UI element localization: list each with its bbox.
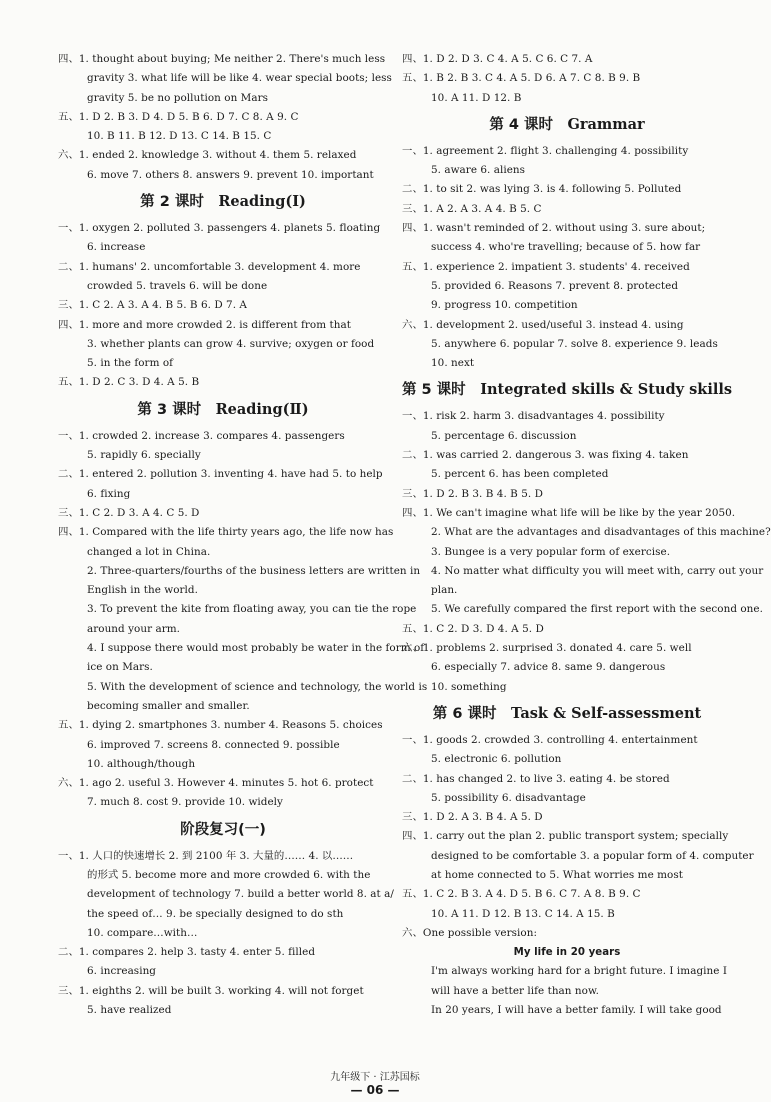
answer-line: 五、1. D 2. C 3. D 4. A 5. B (58, 376, 200, 389)
answer-line: 10. A 11. D 12. B 13. C 14. A 15. B (431, 907, 615, 920)
answer-line: 一、1. risk 2. harm 3. disadvantages 4. possibility (402, 410, 665, 423)
answer-line: 二、1. was carried 2. dangerous 3. was fixing 4. taken (402, 449, 689, 462)
answer-line: 四、1. thought about buying; Me neither 2. There's much less (58, 53, 386, 65)
section-heading-topic: Reading(Ⅰ) (218, 193, 306, 211)
section-heading (58, 393, 388, 427)
answer-line: 6. increase (87, 241, 146, 254)
answer-line: 5. With the development of science and technology, the world is (87, 680, 428, 693)
section-heading-lesson: 第 2 课时 (140, 194, 204, 211)
section-heading (402, 373, 732, 407)
essay-title: My life in 20 years (513, 947, 621, 959)
section-heading (58, 813, 388, 847)
section-heading-lesson: 第 3 课时 (137, 401, 202, 418)
answer-line: 四、1. Compared with the life thirty years ago, the life now has (58, 526, 394, 539)
answer-line: 一、1. goods 2. crowded 3. controlling 4. entertainment (402, 733, 698, 746)
answer-line: 二、1. has changed 2. to live 3. eating 4. be stored (402, 772, 670, 785)
answer-line: 5. electronic 6. pollution (431, 753, 562, 766)
section-heading-topic: Integrated skills & Study skills (480, 381, 733, 399)
answer-line: 六、1. development 2. used/useful 3. instead 4. using (402, 318, 684, 331)
answer-line: development of technology 7. build a better world 8. at a/ (87, 888, 394, 901)
answer-line: 三、1. C 2. A 3. A 4. B 5. B 6. D 7. A (58, 299, 247, 312)
answer-line: 五、1. dying 2. smartphones 3. number 4. Reasons 5. choices (58, 719, 383, 732)
footer-edition: 九年级下 · 江苏国标 (330, 1072, 420, 1083)
section-heading-topic: Task & Self-assessment (510, 704, 702, 722)
answer-line: 四、1. D 2. D 3. C 4. A 5. C 6. C 7. A (402, 53, 593, 65)
answer-line: at home connected to 5. What worries me most (431, 868, 683, 881)
answer-line: success 4. who're travelling; because of 5. how far (431, 241, 701, 254)
section-heading-topic: Reading(Ⅱ) (215, 400, 309, 418)
answer-line: gravity 3. what life will be like 4. wear special boots; less (87, 72, 392, 85)
answer-line: 10. compare…with… (87, 926, 198, 939)
answer-line: 五、1. D 2. B 3. D 4. D 5. B 6. D 7. C 8. A 9. C (58, 110, 299, 123)
answer-line: will have a better life than now. (431, 984, 600, 997)
right-column (402, 50, 771, 1020)
answer-line: 4. No matter what difficulty you will meet with, carry out your (431, 564, 764, 577)
section-heading (58, 185, 388, 219)
answer-line: 五、1. experience 2. impatient 3. students' 4. received (402, 260, 690, 273)
answer-line: the speed of… 9. be specially designed to do sth (87, 907, 344, 920)
answer-line: 6. especially 7. advice 8. same 9. dangerous (431, 661, 666, 674)
page-number: — 06 — (350, 1083, 400, 1097)
answer-line: 3. To prevent the kite from floating away, you can tie the rope (87, 603, 417, 616)
answer-line: 5. in the form of (87, 357, 174, 370)
answer-line: 三、1. C 2. D 3. A 4. C 5. D (58, 506, 200, 519)
answer-line: 5. percent 6. has been completed (431, 468, 609, 481)
answer-line: around your arm. (87, 622, 180, 635)
answer-line: 10. something (431, 680, 507, 693)
answer-line: changed a lot in China. (87, 545, 211, 558)
answer-line: 二、1. humans' 2. uncomfortable 3. development 4. more (58, 260, 361, 273)
answer-line: 6. improved 7. screens 8. connected 9. possible (87, 738, 340, 751)
answer-line: crowded 5. travels 6. will be done (87, 279, 268, 292)
answer-line: 四、1. more and more crowded 2. is different from that (58, 318, 351, 331)
answer-line: 6. increasing (87, 965, 157, 978)
answer-line: 六、1. problems 2. surprised 3. donated 4. care 5. well (402, 642, 692, 655)
section-heading-topic: Grammar (567, 115, 645, 133)
answer-line: 10. next (431, 357, 475, 370)
answer-line: 5. percentage 6. discussion (431, 429, 577, 442)
answer-line: 五、1. C 2. D 3. D 4. A 5. D (402, 622, 544, 635)
answer-line: 5. aware 6. aliens (431, 164, 526, 177)
answer-line: 10. although/though (87, 757, 196, 770)
answer-line: 三、1. D 2. A 3. B 4. A 5. D (402, 811, 543, 824)
section-heading (402, 697, 732, 731)
left-column (58, 50, 428, 1020)
section-heading (402, 108, 732, 142)
answer-line: 7. much 8. cost 9. provide 10. widely (87, 796, 283, 809)
answer-line: 二、1. to sit 2. was lying 3. is 4. following 5. Polluted (402, 183, 682, 196)
answer-line: 的形式 5. become more and more crowded 6. with the (87, 868, 371, 881)
answer-line: I'm always working hard for a bright future. I imagine I (431, 965, 727, 978)
answer-line: 四、1. We can't imagine what life will be like by the year 2050. (402, 506, 736, 519)
answer-line: 10. B 11. B 12. D 13. C 14. B 15. C (87, 130, 272, 143)
answer-line: 六、1. ended 2. knowledge 3. without 4. them 5. relaxed (58, 149, 357, 162)
answer-line: 一、1. agreement 2. flight 3. challenging 4. possibility (402, 144, 689, 157)
answer-line: 10. A 11. D 12. B (431, 91, 522, 104)
answer-line: 六、1. ago 2. useful 3. However 4. minutes 5. hot 6. protect (58, 777, 374, 790)
answer-line: becoming smaller and smaller. (87, 699, 250, 712)
answer-line: 6. move 7. others 8. answers 9. prevent 10. important (87, 168, 374, 181)
answer-line: 二、1. compares 2. help 3. tasty 4. enter 5. filled (58, 946, 316, 959)
answer-line: 5. anywhere 6. popular 7. solve 8. experience 9. leads (431, 337, 718, 350)
answer-line: 三、1. A 2. A 3. A 4. B 5. C (402, 202, 542, 215)
answer-line: 四、1. carry out the plan 2. public transport system; specially (402, 830, 729, 843)
answer-line: 一、1. oxygen 2. polluted 3. passengers 4. planets 5. floating (58, 222, 381, 235)
answer-line: designed to be comfortable 3. a popular form of 4. computer (431, 849, 754, 862)
section-heading-lesson: 阶段复习(一) (180, 821, 266, 838)
answer-line: 三、1. eighths 2. will be built 3. working 4. will not forget (58, 984, 364, 997)
answer-line: 一、1. 人口的快速增长 2. 到 2100 年 3. 大量的…… 4. 以…… (58, 849, 354, 862)
answer-line: 5. We carefully compared the first report with the second one. (431, 603, 763, 616)
answer-line: 三、1. D 2. B 3. B 4. B 5. D (402, 487, 543, 500)
answer-line: 5. possibility 6. disadvantage (431, 791, 586, 804)
answer-line: English in the world. (87, 584, 198, 597)
answer-line: 二、1. entered 2. pollution 3. inventing 4. have had 5. to help (58, 468, 383, 481)
answer-line: 四、1. wasn't reminded of 2. without using 3. sure about; (402, 222, 706, 235)
answer-line: 3. Bungee is a very popular form of exercise. (431, 545, 671, 558)
section-heading-lesson: 第 6 课时 (432, 705, 497, 722)
answer-line: 2. What are the advantages and disadvantages of this machine? (431, 526, 771, 539)
answer-line: 3. whether plants can grow 4. survive; oxygen or food (87, 337, 375, 350)
answer-line: 一、1. crowded 2. increase 3. compares 4. passengers (58, 429, 345, 442)
answer-line: 五、1. C 2. B 3. A 4. D 5. B 6. C 7. A 8. B 9. C (402, 888, 641, 901)
answer-line: plan. (431, 584, 458, 597)
answer-line: In 20 years, I will have a better family. I will take good (431, 1004, 722, 1017)
answer-line: 5. have realized (87, 1004, 172, 1017)
answer-line: 六、One possible version: (402, 926, 538, 939)
answer-line: 4. I suppose there would most probably be water in the form of (87, 642, 425, 655)
answer-line: 9. progress 10. competition (431, 299, 578, 312)
answer-line: 5. provided 6. Reasons 7. prevent 8. protected (431, 279, 679, 292)
section-heading-lesson: 第 4 课时 (489, 116, 554, 133)
answer-line: 2. Three-quarters/fourths of the business letters are written in (87, 564, 421, 577)
section-heading-lesson: 第 5 课时 (402, 382, 466, 399)
answer-line: 6. fixing (87, 487, 131, 500)
answer-line: gravity 5. be no pollution on Mars (87, 91, 269, 104)
answer-line: ice on Mars. (87, 661, 153, 674)
answer-line: 五、1. B 2. B 3. C 4. A 5. D 6. A 7. C 8. B 9. B (402, 72, 641, 85)
answer-line: 5. rapidly 6. specially (87, 449, 201, 462)
